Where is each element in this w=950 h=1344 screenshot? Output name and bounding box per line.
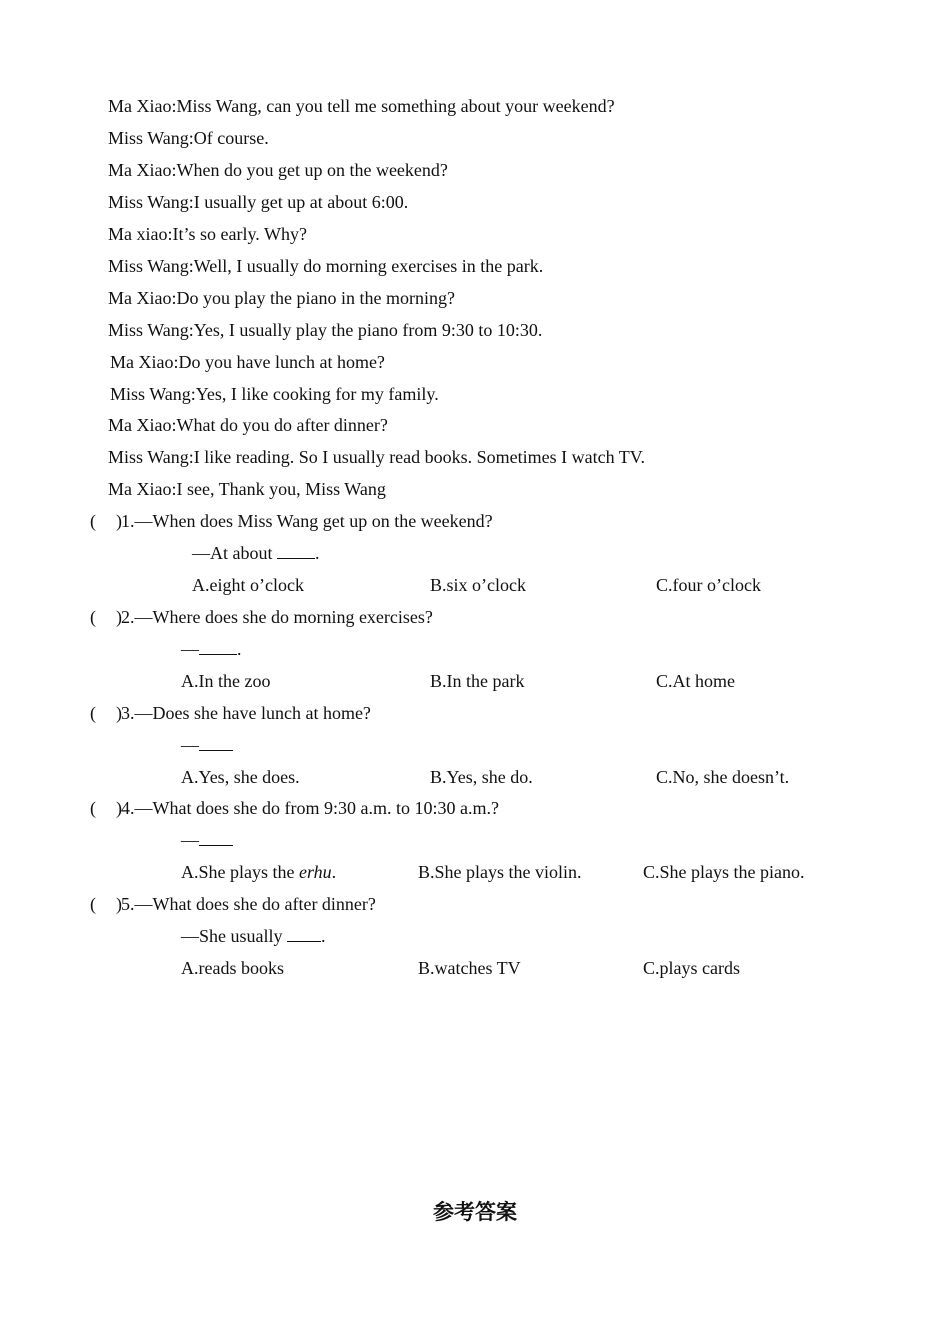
option-b: B.She plays the violin.: [418, 862, 582, 882]
answer-bracket-close: ): [116, 894, 122, 914]
question-text: 5.—What does she do after dinner?: [121, 894, 376, 914]
answer-blank: [277, 542, 315, 559]
question-text: 4.—What does she do from 9:30 a.m. to 10:30 a.m.?: [121, 798, 499, 818]
dialogue-line: Ma Xiao:Do you play the piano in the morning?: [108, 288, 455, 308]
dialogue-line: Ma Xiao:What do you do after dinner?: [108, 415, 388, 435]
answer-line: [181, 925, 326, 947]
answer-bracket-close: ): [116, 511, 122, 531]
answer-blank: [287, 925, 321, 942]
answer-bracket-close: ): [116, 703, 122, 723]
dialogue-line: Ma Xiao:Miss Wang, can you tell me something about your weekend?: [108, 96, 615, 116]
dialogue-line: Miss Wang:I like reading. So I usually read books. Sometimes I watch TV.: [108, 447, 645, 467]
question-text: 2.—Where does she do morning exercises?: [121, 607, 433, 627]
answer-prefix: —: [181, 830, 199, 850]
option-b: B.In the park: [430, 671, 525, 691]
answer-bracket-open: (: [90, 607, 96, 627]
answer-prefix: —: [181, 735, 199, 755]
answer-key-title: 参考答案: [433, 1200, 517, 1224]
answer-suffix: .: [315, 543, 320, 563]
answer-bracket-close: ): [116, 798, 122, 818]
answer-blank: [199, 638, 237, 655]
question-text: 3.—Does she have lunch at home?: [121, 703, 371, 723]
option-c: C.At home: [656, 671, 735, 691]
answer-prefix: —: [181, 639, 199, 659]
answer-blank: [199, 734, 233, 751]
answer-bracket-close: ): [116, 607, 122, 627]
dialogue-line: Ma Xiao:Do you have lunch at home?: [110, 352, 385, 372]
dialogue-line: Miss Wang:Well, I usually do morning exercises in the park.: [108, 256, 544, 276]
answer-line: [192, 542, 320, 564]
option-a: A.In the zoo: [181, 671, 271, 691]
option-b: B.watches TV: [418, 958, 521, 978]
question-text: 1.—When does Miss Wang get up on the weekend?: [121, 511, 493, 531]
option-a: A.eight o’clock: [192, 575, 304, 595]
option-a: [181, 861, 336, 883]
dialogue-line: Ma xiao:It’s so early. Why?: [108, 224, 307, 244]
dialogue-line: Miss Wang:Yes, I usually play the piano from 9:30 to 10:30.: [108, 320, 543, 340]
answer-bracket-open: (: [90, 511, 96, 531]
answer-line: [181, 638, 242, 660]
answer-bracket-open: (: [90, 703, 96, 723]
answer-line: [181, 829, 233, 851]
answer-suffix: .: [237, 639, 242, 659]
answer-suffix: .: [321, 926, 326, 946]
answer-prefix: —At about: [192, 543, 277, 563]
dialogue-line: Miss Wang:Yes, I like cooking for my family.: [110, 384, 439, 404]
answer-line: [181, 734, 233, 756]
option-a: A.reads books: [181, 958, 284, 978]
dialogue-line: Miss Wang:Of course.: [108, 128, 269, 148]
answer-blank: [199, 829, 233, 846]
option-a-text: A.She plays the: [181, 862, 299, 882]
dialogue-line: Ma Xiao:I see, Thank you, Miss Wang: [108, 479, 386, 499]
answer-prefix: —She usually: [181, 926, 287, 946]
option-a-end: .: [331, 862, 337, 882]
option-a-italic: erhu: [298, 862, 332, 882]
option-a: A.Yes, she does.: [181, 767, 300, 787]
option-b: B.Yes, she do.: [430, 767, 533, 787]
dialogue-line: Miss Wang:I usually get up at about 6:00.: [108, 192, 409, 212]
answer-bracket-open: (: [90, 894, 96, 914]
dialogue-line: Ma Xiao:When do you get up on the weekend?: [108, 160, 448, 180]
option-c: C.four o’clock: [656, 575, 761, 595]
answer-bracket-open: (: [90, 798, 96, 818]
option-c: C.She plays the piano.: [643, 862, 805, 882]
option-c: C.plays cards: [643, 958, 740, 978]
option-b: B.six o’clock: [430, 575, 526, 595]
option-c: C.No, she doesn’t.: [656, 767, 790, 787]
